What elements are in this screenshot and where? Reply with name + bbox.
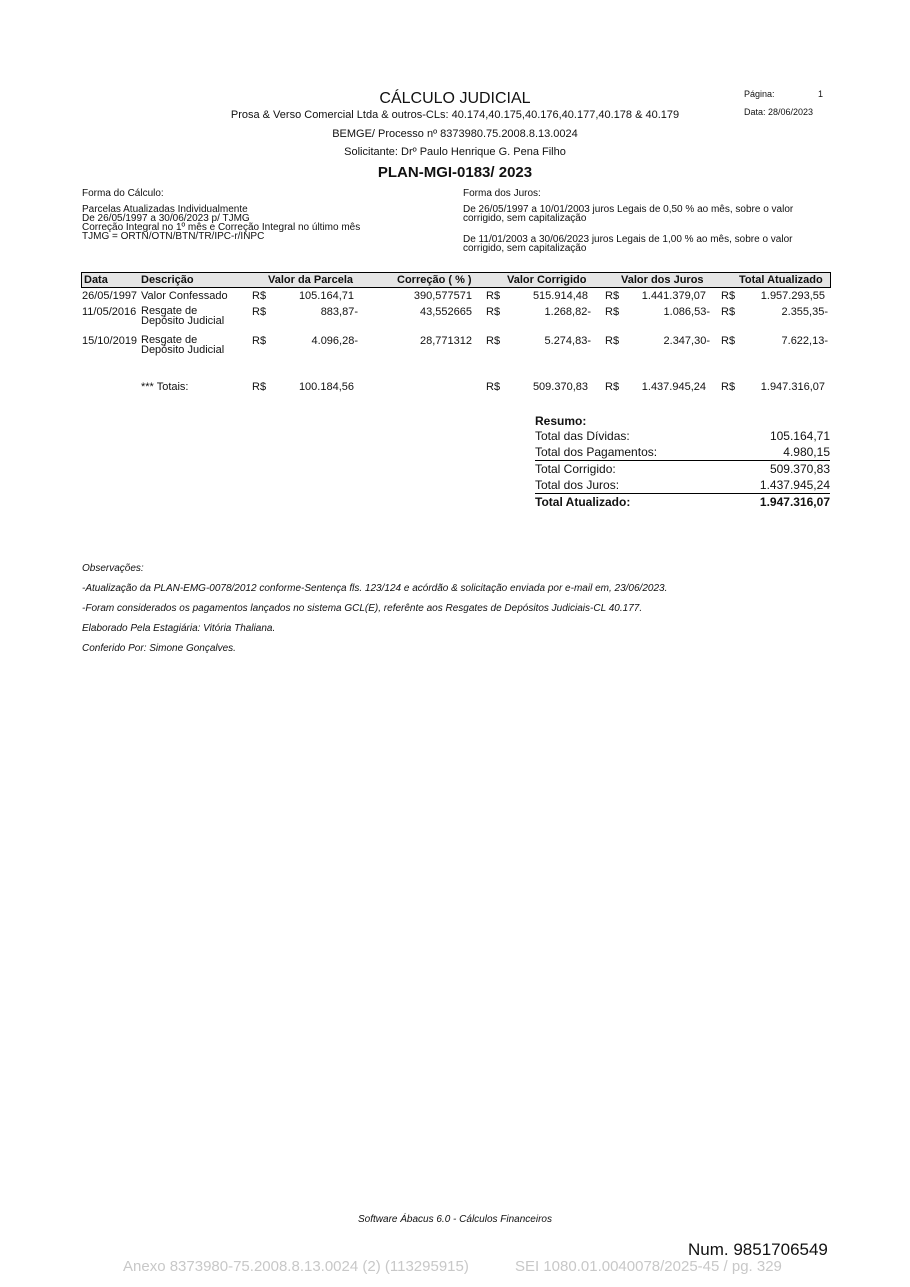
software-credit: Software Ábacus 6.0 - Cálculos Financeiros [358, 1214, 552, 1225]
requester-line: Solicitante: Drº Paulo Henrique G. Pena Filho [344, 146, 566, 158]
currency-symbol: R$ [605, 306, 620, 318]
currency-symbol: R$ [486, 335, 501, 347]
row-description: Resgate de [141, 305, 198, 317]
col-header-valor-juros: Valor dos Juros [621, 274, 704, 286]
col-header-descricao: Descrição [141, 274, 194, 286]
plan-code: PLAN-MGI-0183/ 2023 [377, 164, 533, 181]
notes-line: Conferido Por: Simone Gonçalves. [82, 643, 236, 654]
currency-symbol: R$ [721, 335, 736, 347]
row-description-cont: Depósito Judicial [141, 315, 225, 327]
totals-juros: 1.437.945,24 [641, 381, 706, 393]
summary-value-total: 1.947.316,07 [759, 495, 830, 509]
row-description-cont: Depósito Judicial [141, 344, 225, 356]
parties-line: Prosa & Verso Comercial Ltda & outros-CLs: 40.174,40.175,40.176,40.177,40.178 & 40.179 [230, 109, 680, 121]
currency-symbol: R$ [605, 290, 620, 302]
summary-value: 509.370,83 [769, 462, 830, 476]
summary-label: Total das Dívidas: [535, 429, 630, 443]
summary-label-total: Total Atualizado: [535, 495, 631, 509]
interest-paragraph-line: corrigido, sem capitalização [463, 213, 587, 224]
summary-value: 1.437.945,24 [759, 478, 830, 492]
col-header-valor-parcela: Valor da Parcela [268, 274, 353, 286]
row-total: 7.622,13- [781, 335, 828, 347]
col-header-total-atualizado: Total Atualizado [739, 274, 823, 286]
currency-symbol: R$ [721, 290, 736, 302]
calc-form-line: Parcelas Atualizadas Individualmente [82, 204, 248, 215]
row-corrigido: 1.268,82- [544, 306, 591, 318]
totals-parcela: 100.184,56 [298, 381, 354, 393]
row-correcao: 28,771312 [420, 335, 472, 347]
notes-line: -Atualização da PLAN-EMG-0078/2012 conforme-Sentença fls. 123/124 e acórdão & solicitação enviada por e-mail em, 23/06/2023. [82, 583, 668, 594]
summary-label: Total dos Pagamentos: [535, 445, 658, 459]
row-juros: 1.086,53- [663, 306, 710, 318]
currency-symbol: R$ [486, 290, 501, 302]
document-title: CÁLCULO JUDICIAL [379, 90, 531, 107]
summary-divider [535, 493, 830, 494]
process-line: BEMGE/ Processo nº 8373980.75.2008.8.13.0024 [332, 128, 578, 140]
row-juros: 2.347,30- [663, 335, 710, 347]
row-date: 11/05/2016 [82, 306, 137, 318]
currency-symbol: R$ [486, 306, 501, 318]
row-correcao: 43,552665 [420, 306, 472, 318]
currency-symbol: R$ [605, 381, 620, 393]
totals-total: 1.947.316,07 [760, 381, 825, 393]
row-correcao: 390,577571 [413, 290, 472, 302]
interest-paragraph-line: De 26/05/1997 a 10/01/2003 juros Legais de 0,50 % ao mês, sobre o valor [463, 204, 794, 215]
row-description: Resgate de [141, 334, 198, 346]
totals-label: *** Totais: [141, 381, 189, 393]
row-parcela: 883,87- [320, 306, 358, 318]
calc-form-line: De 26/05/1997 a 30/06/2023 p/ TJMG [82, 213, 250, 224]
calc-form-line: TJMG = ORTN/OTN/BTN/TR/IPC-r/INPC [82, 231, 265, 242]
row-date: 26/05/1997 [82, 290, 138, 302]
summary-value: 4.980,15 [783, 445, 830, 459]
summary-label: Total Corrigido: [535, 462, 616, 476]
currency-symbol: R$ [605, 335, 620, 347]
notes-line: -Foram considerados os pagamentos lançados no sistema GCL(E), referênte aos Resgates de Depósitos Judiciais-CL 40.177. [82, 603, 643, 614]
summary-label: Total dos Juros: [535, 478, 620, 492]
row-corrigido: 515.914,48 [532, 290, 588, 302]
row-parcela: 4.096,28- [311, 335, 358, 347]
notes-title: Observações: [82, 563, 144, 574]
col-header-correcao: Correção ( % ) [397, 274, 472, 286]
row-total: 2.355,35- [781, 306, 828, 318]
page-number: 1 [818, 89, 824, 99]
currency-symbol: R$ [486, 381, 501, 393]
row-parcela: 105.164,71 [298, 290, 354, 302]
table-header [81, 272, 831, 288]
currency-symbol: R$ [252, 306, 267, 318]
document-number: Num. 9851706549 [688, 1240, 828, 1259]
row-corrigido: 5.274,83- [544, 335, 591, 347]
row-total: 1.957.293,55 [760, 290, 825, 302]
currency-symbol: R$ [721, 381, 736, 393]
interest-paragraph-line: De 11/01/2003 a 30/06/2023 juros Legais de 1,00 % ao mês, sobre o valor [463, 234, 793, 245]
watermark-sei: SEI 1080.01.0040078/2025-45 / pg. 329 [515, 1258, 782, 1275]
calc-form-label: Forma do Cálculo: [82, 188, 164, 199]
date-label: Data: 28/06/2023 [744, 107, 814, 117]
summary-value: 105.164,71 [769, 429, 830, 443]
summary-divider [535, 460, 830, 461]
currency-symbol: R$ [252, 335, 267, 347]
interest-form-label: Forma dos Juros: [463, 188, 541, 199]
watermark-annex: Anexo 8373980-75.2008.8.13.0024 (2) (113295915) [123, 1258, 469, 1275]
currency-symbol: R$ [252, 290, 267, 302]
currency-symbol: R$ [252, 381, 267, 393]
col-header-data: Data [84, 274, 108, 286]
calc-form-line: Correção Integral no 1º mês e Correção Integral no último mês [82, 222, 361, 233]
summary-title: Resumo: [535, 414, 587, 428]
currency-symbol: R$ [721, 306, 736, 318]
row-date: 15/10/2019 [82, 335, 138, 347]
totals-corrigido: 509.370,83 [532, 381, 588, 393]
interest-paragraph-line: corrigido, sem capitalização [463, 243, 587, 254]
page-label: Página: [744, 89, 775, 99]
col-header-valor-corrigido: Valor Corrigido [507, 274, 587, 286]
row-description: Valor Confessado [141, 290, 228, 302]
notes-line: Elaborado Pela Estagiária: Vitória Thaliana. [82, 623, 276, 634]
row-juros: 1.441.379,07 [641, 290, 706, 302]
